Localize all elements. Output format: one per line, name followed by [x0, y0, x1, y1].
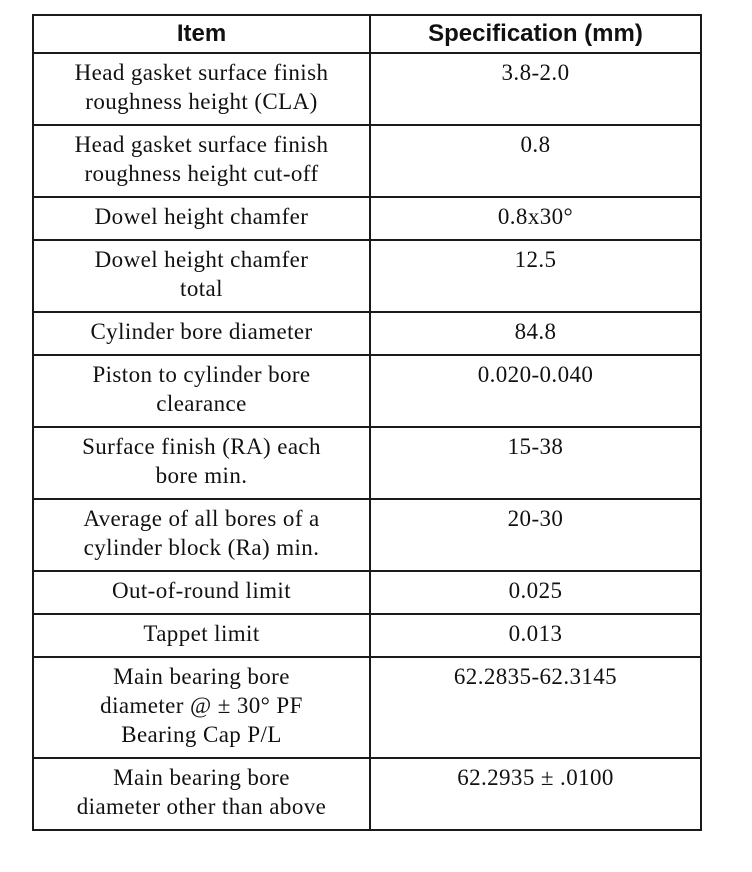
item-text: Dowel height chamfer: [94, 204, 309, 229]
item-cell: [33, 197, 370, 240]
table-row: [33, 197, 701, 240]
item-cell: [33, 614, 370, 657]
item-text: Surface finish (RA) each: [82, 434, 321, 459]
item-text: Average of all bores of a: [83, 506, 320, 531]
spec-cell: 0.013: [370, 614, 701, 657]
item-cell: [33, 355, 370, 427]
spec-cell: 0.020-0.040: [370, 355, 701, 427]
table-row: [33, 427, 701, 499]
item-text: Cylinder bore diameter: [90, 319, 313, 344]
item-text: diameter other than above: [76, 794, 327, 819]
item-text: bore min.: [155, 463, 248, 488]
item-text: Head gasket surface finish: [74, 60, 329, 85]
table-row: [33, 758, 701, 830]
item-text: clearance: [156, 391, 247, 416]
item-cell: [33, 312, 370, 355]
spec-cell: 62.2835-62.3145: [370, 657, 701, 758]
item-text: Bearing Cap P/L: [121, 722, 282, 747]
spec-cell: 0.025: [370, 571, 701, 614]
specification-column-header: Specification (mm): [370, 15, 701, 53]
item-text: Dowel height chamfer: [94, 247, 309, 272]
spec-cell: 12.5: [370, 240, 701, 312]
spec-cell: 20-30: [370, 499, 701, 571]
item-cell: [33, 427, 370, 499]
item-cell: [33, 499, 370, 571]
spec-cell: 3.8-2.0: [370, 53, 701, 125]
header-row: [33, 15, 701, 53]
spec-cell: 0.8x30°: [370, 197, 701, 240]
item-text: diameter @ ± 30° PF: [100, 693, 303, 718]
spec-cell: 15-38: [370, 427, 701, 499]
table-row: [33, 657, 701, 758]
item-text: roughness height cut-off: [84, 161, 319, 186]
item-text: total: [180, 276, 223, 301]
spec-cell: 0.8: [370, 125, 701, 197]
spec-cell: 84.8: [370, 312, 701, 355]
item-cell: [33, 571, 370, 614]
table-row: [33, 312, 701, 355]
table-row: [33, 240, 701, 312]
item-text: Piston to cylinder bore: [92, 362, 311, 387]
table-row: [33, 125, 701, 197]
item-cell: [33, 53, 370, 125]
item-text: cylinder block (Ra) min.: [83, 535, 320, 560]
item-cell: [33, 758, 370, 830]
table-row: [33, 53, 701, 125]
item-cell: [33, 125, 370, 197]
item-text: roughness height (CLA): [85, 89, 318, 114]
item-text: Main bearing bore: [113, 765, 290, 790]
item-text: Main bearing bore: [113, 664, 290, 689]
item-text: Head gasket surface finish: [74, 132, 329, 157]
table-row: [33, 571, 701, 614]
item-cell: [33, 657, 370, 758]
item-text: Out-of-round limit: [111, 578, 292, 603]
item-column-header: Item: [33, 15, 370, 53]
table-row: [33, 499, 701, 571]
specification-table: [32, 14, 702, 831]
spec-cell: 62.2935 ± .0100: [370, 758, 701, 830]
item-text: Tappet limit: [143, 621, 260, 646]
item-cell: [33, 240, 370, 312]
table-row: [33, 355, 701, 427]
table-row: [33, 614, 701, 657]
